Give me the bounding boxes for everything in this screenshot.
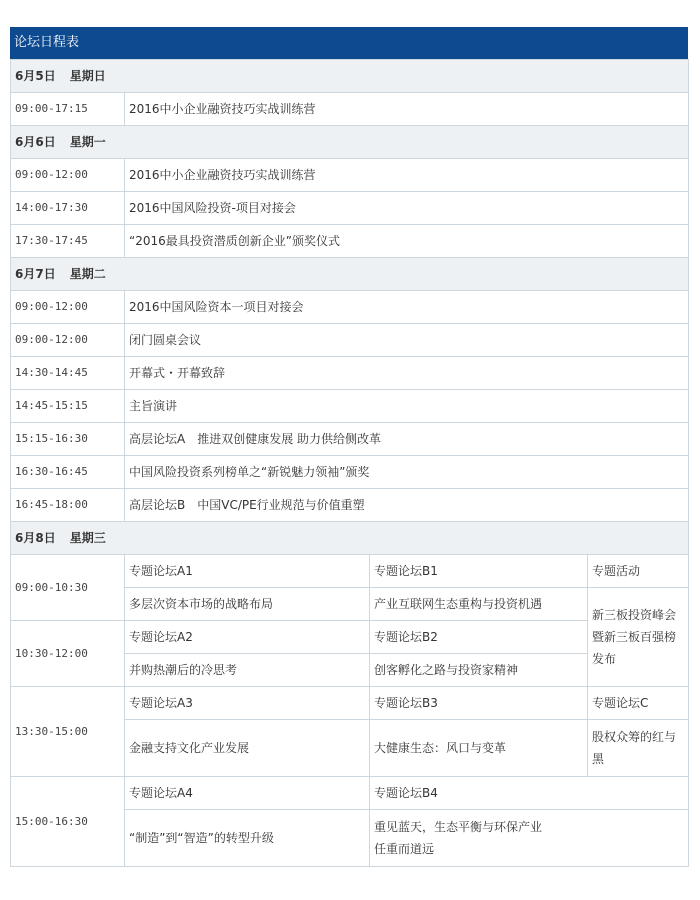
forum-b-title: 专题论坛B2: [370, 621, 588, 654]
forum-c-title: 专题论坛C: [588, 687, 689, 720]
forum-b-title: 专题论坛B3: [370, 687, 588, 720]
forum-b-topic: 产业互联网生态重构与投资机遇: [370, 588, 588, 621]
day-date: 6月6日: [15, 135, 56, 149]
forum-a-title: 专题论坛A1: [125, 555, 370, 588]
schedule: [10, 27, 688, 867]
schedule-row: [11, 225, 689, 258]
day-weekday: 星期二: [69, 267, 106, 281]
event-cell: 主旨演讲: [125, 390, 689, 423]
activity-topic: [588, 588, 689, 687]
time-cell: 10:30-12:00: [11, 621, 125, 687]
day-date: 6月8日: [15, 531, 56, 545]
time-cell: 13:30-15:00: [11, 687, 125, 777]
forum-a-topic: 金融支持文化产业发展: [125, 720, 370, 777]
schedule-row: [11, 456, 689, 489]
forum-a-topic: “制造”到“智造”的转型升级: [125, 810, 370, 867]
time-cell: 17:30-17:45: [11, 225, 125, 258]
activity-line: 发布: [592, 652, 617, 666]
forum-a-topic: 并购热潮后的冷思考: [125, 654, 370, 687]
time-cell: 09:00-17:15: [11, 93, 125, 126]
day-date: 6月7日: [15, 267, 56, 281]
forum-c-topic: [588, 720, 689, 777]
time-cell: 15:15-16:30: [11, 423, 125, 456]
forum-b-title: 专题论坛B4: [370, 777, 689, 810]
forum-a-topic: 多层次资本市场的战略布局: [125, 588, 370, 621]
schedule-row: [11, 93, 689, 126]
time-cell: 09:00-12:00: [11, 159, 125, 192]
day-header: [11, 126, 689, 159]
schedule-row: [11, 324, 689, 357]
time-cell: 14:45-15:15: [11, 390, 125, 423]
forum-b-topic: 大健康生态：风口与变革: [370, 720, 588, 777]
activity-line: 暨新三板百强榜: [592, 630, 677, 644]
schedule-row: [11, 423, 689, 456]
event-cell: 高层论坛A 推进双创健康发展 助力供给侧改革: [125, 423, 689, 456]
forum-b-line: 重见蓝天，生态平衡与环保产业: [374, 820, 543, 834]
forum-b-title: 专题论坛B1: [370, 555, 588, 588]
forum-title-row: [11, 555, 689, 588]
forum-a-title: 专题论坛A4: [125, 777, 370, 810]
day-weekday: 星期三: [69, 531, 106, 545]
forum-title-row: [11, 687, 689, 720]
time-cell: 16:45-18:00: [11, 489, 125, 522]
time-cell: 16:30-16:45: [11, 456, 125, 489]
time-cell: 14:00-17:30: [11, 192, 125, 225]
event-cell: 2016中国风险资本一项目对接会: [125, 291, 689, 324]
schedule-row: [11, 390, 689, 423]
schedule-row: [11, 192, 689, 225]
forum-c-line: 股权众筹的红与: [592, 730, 677, 744]
event-cell: “2016最具投资潜质创新企业”颁奖仪式: [125, 225, 689, 258]
activity-line: 新三板投资峰会: [592, 608, 677, 622]
time-cell: 09:00-12:00: [11, 291, 125, 324]
event-cell: 闭门圆桌会议: [125, 324, 689, 357]
forum-a-title: 专题论坛A3: [125, 687, 370, 720]
event-cell: 2016中小企业融资技巧实战训练营: [125, 159, 689, 192]
time-cell: 09:00-10:30: [11, 555, 125, 621]
event-cell: 中国风险投资系列榜单之“新锐魅力领袖”颁奖: [125, 456, 689, 489]
schedule-row: [11, 489, 689, 522]
forum-c-line: 黑: [592, 752, 605, 766]
forum-title-row: [11, 777, 689, 810]
day-weekday: 星期一: [69, 135, 106, 149]
schedule-row: [11, 291, 689, 324]
forum-a-title: 专题论坛A2: [125, 621, 370, 654]
schedule-title: 论坛日程表: [10, 27, 688, 59]
day-header: [11, 258, 689, 291]
activity-title: 专题活动: [588, 555, 689, 588]
schedule-row: [11, 159, 689, 192]
event-cell: 高层论坛B 中国VC/PE行业规范与价值重塑: [125, 489, 689, 522]
day-header: [11, 60, 689, 93]
day-header: [11, 522, 689, 555]
schedule-table: [10, 59, 689, 867]
forum-b-topic: [370, 810, 689, 867]
event-cell: 开幕式・开幕致辞: [125, 357, 689, 390]
time-cell: 09:00-12:00: [11, 324, 125, 357]
forum-b-line: 任重而道远: [374, 842, 435, 856]
forum-title-row: [11, 621, 689, 654]
event-cell: 2016中国风险投资-项目对接会: [125, 192, 689, 225]
time-cell: 15:00-16:30: [11, 777, 125, 867]
schedule-row: [11, 357, 689, 390]
event-cell: 2016中小企业融资技巧实战训练营: [125, 93, 689, 126]
forum-b-topic: 创客孵化之路与投资家精神: [370, 654, 588, 687]
day-weekday: 星期日: [69, 69, 106, 83]
time-cell: 14:30-14:45: [11, 357, 125, 390]
day-date: 6月5日: [15, 69, 56, 83]
